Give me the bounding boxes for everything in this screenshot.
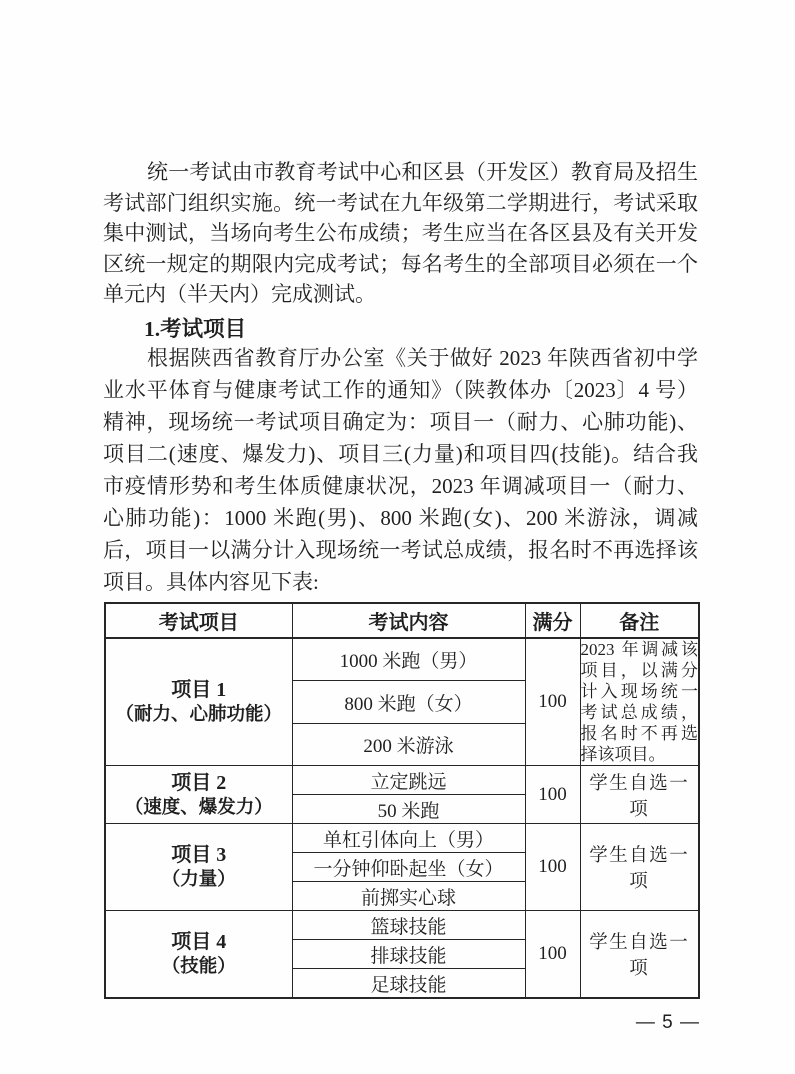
text-line: 精神，现场统一考试项目确定为：项目一（耐力、心肺功能)、 [103,410,698,434]
text-line: 项目二(速度、爆发力)、项目三(力量)和项目四(技能)。结合我 [103,442,698,466]
note-cell: 2023 年调减该项目，以满分计入现场统一考试总成绩，报名时不再选择该项目。 [580,640,698,764]
score-cell: 100 [525,824,580,911]
project-name: 项目 1 [171,679,227,701]
text-line: 业水平体育与健康考试工作的通知》（陕教体办〔2023〕4 号） [103,378,698,402]
content-cell: 前掷实心球 [292,882,525,911]
project-subtitle: （耐力、心肺功能） [115,705,282,725]
project-subtitle: （力量） [161,870,236,890]
text-line: 区统一规定的期限内完成考试；每名考生的全部项目必须在一个 [103,251,698,276]
note-cell: 学生自选一项 [580,824,699,911]
content-cell: 200 米游泳 [292,723,525,765]
content-cell: 单杠引体向上（男） [292,824,525,853]
content-cell: 800 米跑（女） [292,681,525,723]
table-row [105,638,699,681]
project-1-cell [105,638,292,766]
text-line: 考试部门组织实施。统一考试在九年级第二学期进行，考试采取 [103,190,698,215]
section-heading-exam-items: 1.考试项目 [144,317,247,341]
content-cell: 篮球技能 [292,911,525,940]
paragraph-unified-exam [103,157,698,310]
project-name: 项目 3 [171,844,227,866]
table-header-row [105,603,699,638]
header-exam-content: 考试内容 [292,603,525,638]
content-cell: 50 米跑 [292,795,525,824]
text-line: 后，项目一以满分计入现场统一考试总成绩，报名时不再选择该 [103,538,698,562]
text-line: 根据陕西省教育厅办公室《关于做好 2023 年陕西省初中学 [147,346,698,370]
table-row [105,766,699,795]
project-name: 项目 4 [171,931,227,953]
project-name: 项目 2 [171,771,227,794]
exam-items-table [104,602,700,999]
text-line: 心肺功能)：1000 米跑(男)、800 米跑(女)、200 米游泳，调减 [103,506,698,530]
paragraph-exam-items-detail [103,342,698,598]
score-cell: 100 [525,911,580,999]
content-cell: 足球技能 [292,969,525,999]
project-4-cell [105,911,292,999]
text-line: 单元内（半天内）完成测试。 [103,282,376,306]
content-cell: 1000 米跑（男） [292,638,525,681]
content-cell: 一分钟仰卧起坐（女） [292,853,525,882]
header-full-score: 满分 [525,603,580,638]
score-cell: 100 [525,766,580,824]
project-subtitle: （技能） [161,957,236,977]
text-line: 市疫情形势和考生体质健康状况，2023 年调减项目一（耐力、 [103,474,698,498]
project-2-cell [105,766,292,824]
page-number: — 5 — [635,1012,700,1033]
content-cell: 立定跳远 [292,766,525,795]
table-row [105,824,699,853]
header-exam-item: 考试项目 [105,603,292,638]
project-subtitle: （速度、爆发力） [124,797,273,818]
score-cell: 100 [525,638,580,766]
note-cell: 学生自选一项 [580,766,699,824]
text-line: 集中测试，当场向考生公布成绩；考生应当在各区县及有关开发 [103,221,698,245]
note-cell: 学生自选一项 [580,911,699,999]
text-line: 项目。具体内容见下表: [103,570,319,594]
content-cell: 排球技能 [292,940,525,969]
header-remarks: 备注 [580,603,699,638]
table-row [105,911,699,940]
text-line: 统一考试由市教育考试中心和区县（开发区）教育局及招生 [147,160,698,184]
project-3-cell [105,824,292,911]
